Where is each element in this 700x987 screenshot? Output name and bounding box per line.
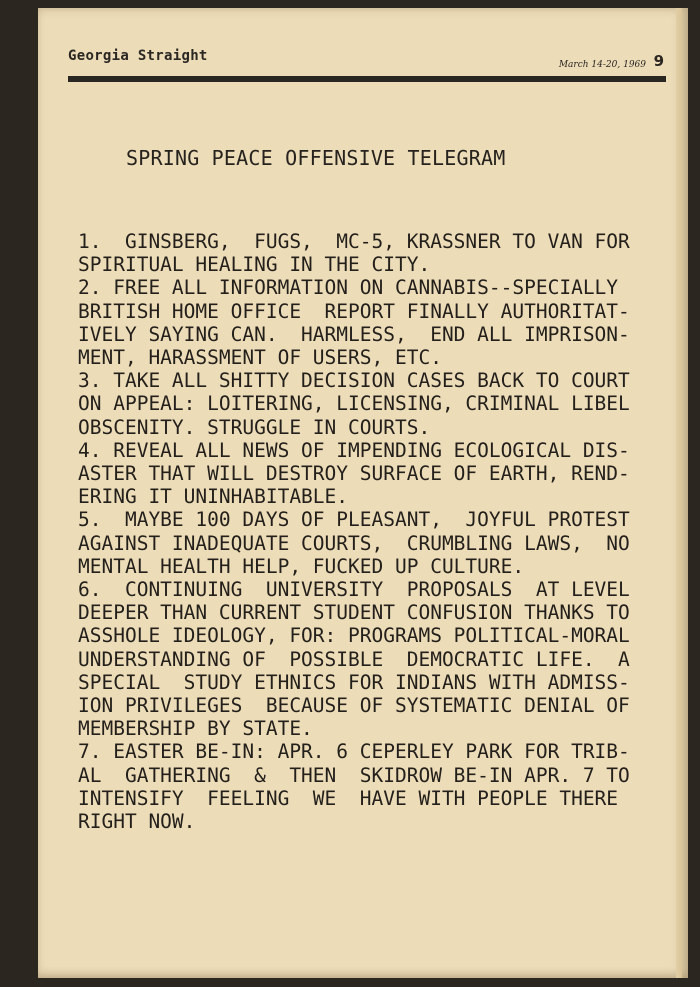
- article-line: SPIRITUAL HEALING IN THE CITY.: [78, 253, 431, 277]
- article-line: DEEPER THAN CURRENT STUDENT CONFUSION THANKS TO: [78, 601, 630, 625]
- newspaper-page: [38, 8, 688, 978]
- article-body: [78, 230, 638, 833]
- article-line: ASTER THAT WILL DESTROY SURFACE OF EARTH, REND-: [78, 462, 630, 486]
- article-line: 4. REVEAL ALL NEWS OF IMPENDING ECOLOGICAL DIS-: [78, 438, 630, 462]
- article-line: BRITISH HOME OFFICE REPORT FINALLY AUTHORITAT-: [78, 299, 630, 323]
- article-line: RIGHT NOW.: [78, 810, 196, 834]
- article-line: ASSHOLE IDEOLOGY, FOR: PROGRAMS POLITICAL-MORAL: [78, 624, 630, 648]
- article-line: UNDERSTANDING OF POSSIBLE DEMOCRATIC LIFE. A: [78, 647, 630, 671]
- article-line: 2. FREE ALL INFORMATION ON CANNABIS--SPECIALLY: [78, 276, 619, 300]
- article-line: 3. TAKE ALL SHITTY DECISION CASES BACK TO COURT: [78, 369, 630, 393]
- article-line: IVELY SAYING CAN. HARMLESS, END ALL IMPRISON-: [78, 322, 630, 346]
- article-line: 5. MAYBE 100 DAYS OF PLEASANT, JOYFUL PROTEST: [78, 508, 630, 532]
- article-line: 7. EASTER BE-IN: APR. 6 CEPERLEY PARK FOR TRIB-: [78, 740, 630, 764]
- issue-date: March 14-20, 1969: [558, 60, 646, 70]
- article-line: MENT, HARASSMENT OF USERS, ETC.: [78, 346, 442, 370]
- paper-name: Georgia Straight: [68, 48, 208, 64]
- article-line: 6. CONTINUING UNIVERSITY PROPOSALS AT LEVEL: [78, 578, 630, 602]
- article-line: ERING IT UNINHABITABLE.: [78, 485, 349, 509]
- article-line: AGAINST INADEQUATE COURTS, CRUMBLING LAWS, NO: [78, 531, 630, 555]
- article-line: OBSCENITY. STRUGGLE IN COURTS.: [78, 415, 431, 439]
- masthead: [68, 46, 666, 82]
- article-line: 1. GINSBERG, FUGS, MC-5, KRASSNER TO VAN FOR: [78, 230, 630, 253]
- article-line: MENTAL HEALTH HELP, FUCKED UP CULTURE.: [78, 554, 525, 578]
- page-number: 9: [653, 52, 664, 70]
- article-line: AL GATHERING & THEN SKIDROW BE-IN APR. 7 TO: [78, 763, 630, 787]
- article-title: SPRING PEACE OFFENSIVE TELEGRAM: [126, 146, 506, 170]
- article-line: ON APPEAL: LOITERING, LICENSING, CRIMINAL LIBEL: [78, 392, 630, 416]
- article-line: SPECIAL STUDY ETHNICS FOR INDIANS WITH ADMISS-: [78, 670, 630, 694]
- article-line: INTENSIFY FEELING WE HAVE WITH PEOPLE THERE: [78, 786, 619, 810]
- article-line: ION PRIVILEGES BECAUSE OF SYSTEMATIC DENIAL OF: [78, 694, 630, 718]
- article-line: MEMBERSHIP BY STATE.: [78, 717, 313, 741]
